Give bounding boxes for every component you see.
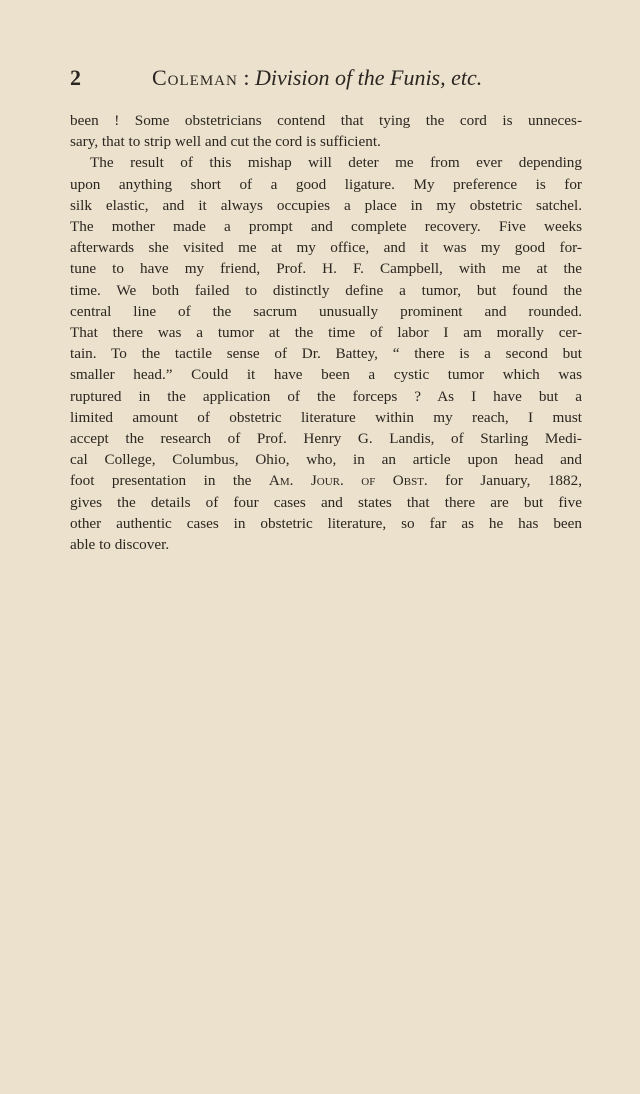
body-paragraphs [70,110,582,555]
text-line: silk elastic, and it always occupies a place in my obstetric satchel. [70,196,582,214]
page-number: 2 [70,65,81,90]
text-line: central line of the sacrum unusually prominent and rounded. [70,302,582,320]
text-line: The result of this mishap will deter me from ever depending [90,154,582,172]
text-line: That there was a tumor at the time of labor I am morally cer- [70,324,582,342]
running-title [152,64,482,92]
text-line: gives the details of four cases and states that there are but five [70,493,582,511]
text-line: been ! Some obstetricians contend that tying the cord is unneces- [70,112,582,129]
text-line: accept the research of Prof. Henry G. Landis, of Starling Medi- [70,430,582,448]
text-line-with-citation [70,470,582,491]
text-line: able to discover. [70,536,170,554]
running-author: Coleman [152,65,238,90]
running-separator: : [237,65,255,90]
text-fragment: foot presentation in the [70,472,269,490]
text-line: upon anything short of a good ligature. My preference is for [70,175,582,193]
text-line: tain. To the tactile sense of Dr. Battey, “ there is a second but [70,345,582,363]
text-fragment: for January, 1882, [427,472,582,490]
text-line: tune to have my friend, Prof. H. F. Campbell, with me at the [70,260,582,278]
running-title-italic: Division of the Funis, etc. [254,65,483,90]
journal-citation: Am. Jour. of Obst. [268,472,428,490]
text-line: limited amount of obstetric literature within my reach, I must [70,408,582,426]
text-line: ruptured in the application of the forceps ? As I have but a [70,387,582,405]
text-line: other authentic cases in obstetric literature, so far as he has been [70,514,582,532]
running-header [70,64,590,94]
text-line: smaller head.” Could it have been a cystic tumor which was [70,366,582,384]
text-line: time. We both failed to distinctly define a tumor, but found the [70,281,582,299]
text-line: The mother made a prompt and complete recovery. Five weeks [70,218,582,236]
text-line: cal College, Columbus, Ohio, who, in an article upon head and [70,451,582,469]
text-line: sary, that to strip well and cut the cord is sufficient. [70,133,381,151]
text-line: afterwards she visited me at my office, and it was my good for- [70,239,582,257]
